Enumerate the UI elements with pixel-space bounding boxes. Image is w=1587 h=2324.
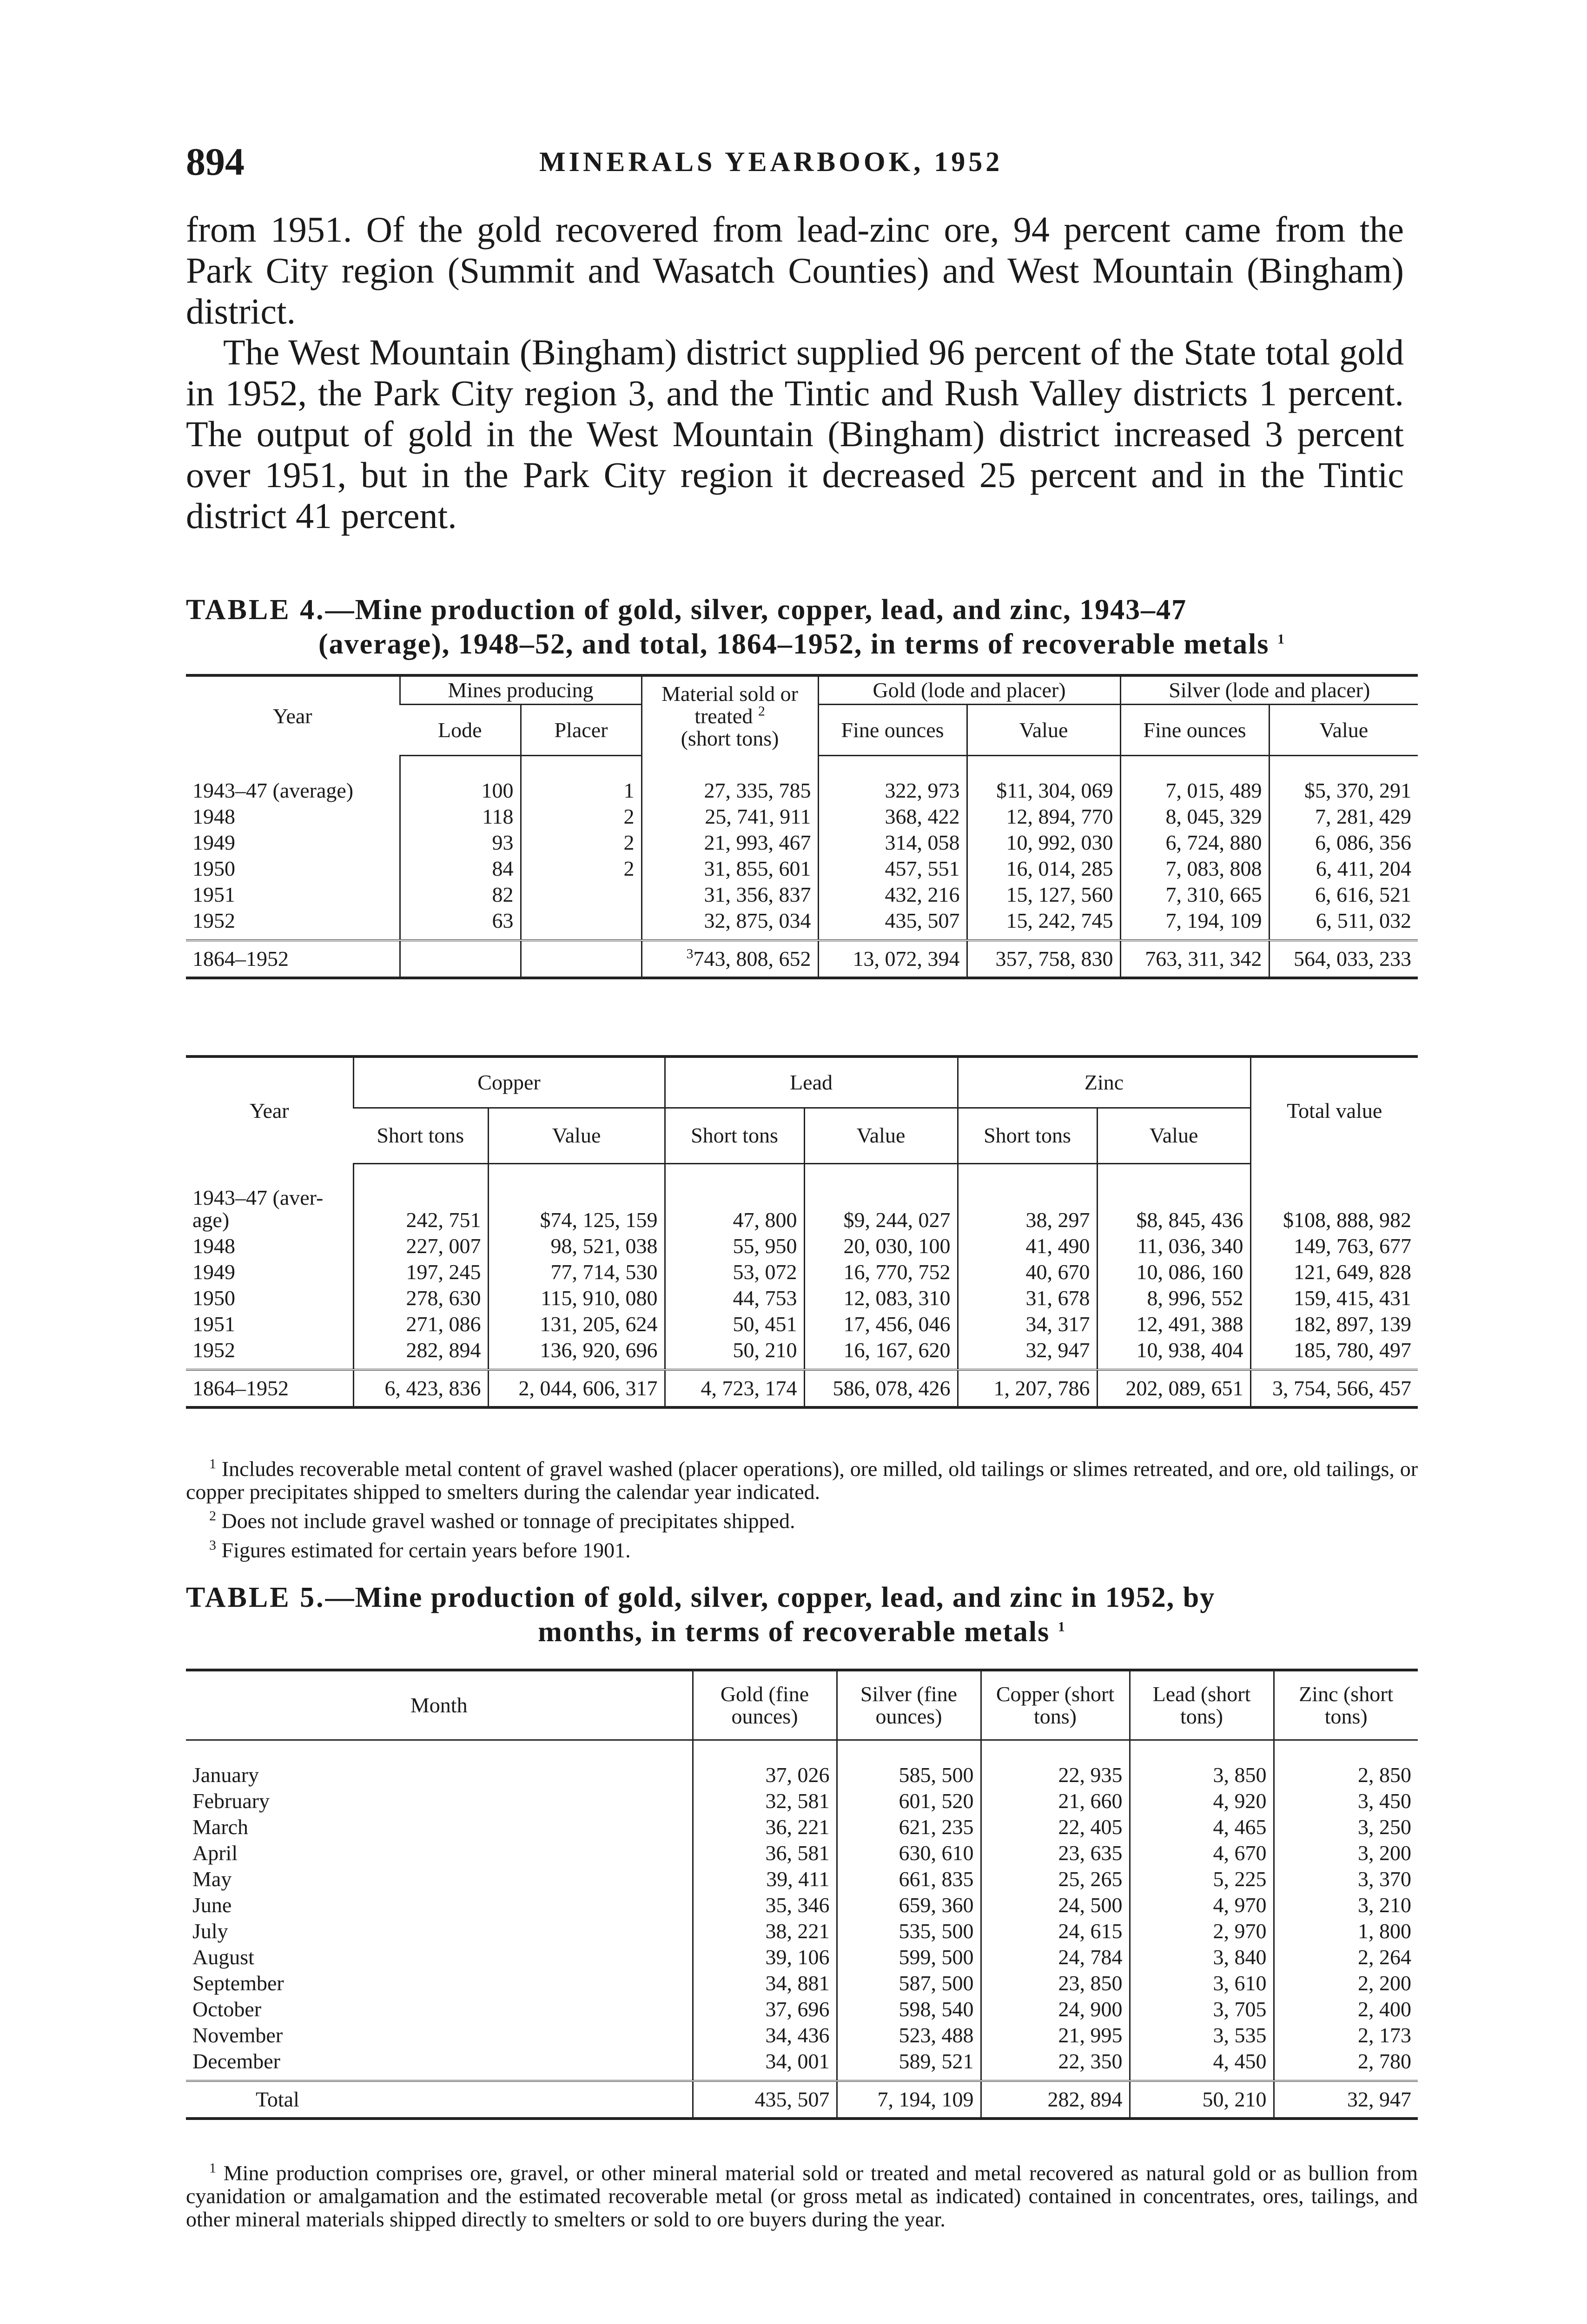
cell-gold: 34, 881: [693, 1970, 837, 1996]
table-row: [186, 830, 1418, 856]
table-row: [186, 1892, 1418, 1918]
cell-zinc: 2, 173: [1274, 2022, 1418, 2048]
cell-total-value: 121, 649, 828: [1250, 1259, 1418, 1285]
cell-material: 31, 356, 837: [641, 882, 818, 908]
cell-year: 1943–47 (aver- age): [192, 1186, 324, 1232]
cell-copper: 24, 784: [981, 1944, 1130, 1970]
table-row: [186, 1163, 1418, 1233]
footnote-text: Figures estimated for certain years before 1901.: [221, 1538, 631, 1562]
material-label: Material sold or treated: [661, 681, 798, 728]
col-year: Year: [186, 1056, 353, 1163]
cell-month: June: [192, 1893, 232, 1917]
running-head: MINERALS YEARBOOK, 1952: [539, 146, 1003, 177]
col-lead: Lead: [665, 1056, 958, 1108]
cell-lead: 3, 705: [1130, 1996, 1274, 2022]
cell-copper: 282, 894: [981, 2081, 1130, 2119]
cell-copper: 23, 635: [981, 1840, 1130, 1866]
table4-caption: [186, 593, 1418, 661]
col-lead: Lead (short tons): [1130, 1670, 1274, 1740]
cell-total-value: $108, 888, 982: [1250, 1163, 1418, 1233]
cell-zinc-value: 8, 996, 552: [1097, 1285, 1250, 1311]
cell-year: 1864–1952: [186, 940, 400, 978]
col-gold: Gold (fine ounces): [693, 1670, 837, 1740]
cell-silver-oz: 7, 083, 808: [1120, 856, 1269, 882]
table-total-row: [186, 1370, 1418, 1407]
footnote-text: Includes recoverable metal content of gravel washed (placer operations), ore milled, old tailings or slimes retreated, and ore, old tailings, or copper precipitates shipped to smelters during the calendar year indicated.: [186, 1457, 1418, 1504]
cell-silver-value: 6, 511, 032: [1269, 908, 1418, 940]
cell-lead-tons: 53, 072: [665, 1259, 804, 1285]
cell-silver-value: 6, 086, 356: [1269, 830, 1418, 856]
cell-gold-value: 10, 992, 030: [967, 830, 1120, 856]
cell-lead: 50, 210: [1130, 2081, 1274, 2119]
cell-zinc: 3, 450: [1274, 1788, 1418, 1814]
cell-lead-value: 16, 770, 752: [804, 1259, 958, 1285]
cell-total-value: 159, 415, 431: [1250, 1285, 1418, 1311]
table5-title-footnote-mark: 1: [1058, 1619, 1066, 1635]
cell-silver-value: $5, 370, 291: [1269, 756, 1418, 804]
footnote-mark: 2: [209, 1508, 216, 1524]
cell-gold-value: 15, 127, 560: [967, 882, 1120, 908]
cell-lode: 100: [400, 756, 521, 804]
table-row: [186, 1259, 1418, 1285]
cell-total-value: 182, 897, 139: [1250, 1311, 1418, 1337]
cell-gold-value: 357, 758, 830: [967, 940, 1120, 978]
cell-silver: 621, 235: [837, 1814, 981, 1840]
cell-gold-oz: 314, 058: [818, 830, 967, 856]
cell-zinc: 2, 780: [1274, 2048, 1418, 2081]
cell-silver: 630, 610: [837, 1840, 981, 1866]
cell-year: 1948: [192, 805, 235, 828]
col-zinc-value: Value: [1097, 1108, 1250, 1163]
cell-zinc: 3, 200: [1274, 1840, 1418, 1866]
cell-placer: 1: [521, 756, 641, 804]
cell-material: 31, 855, 601: [641, 856, 818, 882]
footnote-mark: 1: [209, 2160, 216, 2176]
cell-zinc-tons: 40, 670: [958, 1259, 1097, 1285]
cell-silver: 599, 500: [837, 1944, 981, 1970]
col-placer: Placer: [521, 705, 641, 756]
col-year: Year: [186, 675, 400, 756]
cell-copper-value: 115, 910, 080: [488, 1285, 665, 1311]
cell-lead: 4, 970: [1130, 1892, 1274, 1918]
cell-placer: 2: [521, 804, 641, 830]
cell-gold: 34, 001: [693, 2048, 837, 2081]
table-row: [186, 1337, 1418, 1370]
cell-lead: 4, 450: [1130, 2048, 1274, 2081]
cell-copper-value: $74, 125, 159: [488, 1163, 665, 1233]
table-total-row: [186, 2081, 1418, 2119]
cell-lead: 3, 840: [1130, 1944, 1274, 1970]
table5-footnote: [186, 2157, 1418, 2232]
cell-gold: 34, 436: [693, 2022, 837, 2048]
table-row: [186, 1233, 1418, 1259]
cell-silver: 598, 540: [837, 1996, 981, 2022]
cell-year: 1864–1952: [186, 1370, 353, 1407]
cell-gold-oz: 435, 507: [818, 908, 967, 940]
col-gold: Gold (lode and placer): [818, 675, 1120, 705]
cell-placer: 2: [521, 830, 641, 856]
cell-copper: 21, 660: [981, 1788, 1130, 1814]
cell-silver: 661, 835: [837, 1866, 981, 1892]
cell-zinc-tons: 41, 490: [958, 1233, 1097, 1259]
cell-lead: 5, 225: [1130, 1866, 1274, 1892]
material-unit: (short tons): [681, 726, 779, 750]
cell-copper-tons: 227, 007: [353, 1233, 488, 1259]
cell-copper-tons: 278, 630: [353, 1285, 488, 1311]
cell-lead-value: 16, 167, 620: [804, 1337, 958, 1370]
table5: [186, 1669, 1418, 2120]
col-gold-fine-ounces: Fine ounces: [818, 705, 967, 756]
cell-month: September: [192, 1971, 284, 1995]
cell-gold: 38, 221: [693, 1918, 837, 1944]
cell-copper: 22, 405: [981, 1814, 1130, 1840]
cell-gold-oz: 432, 216: [818, 882, 967, 908]
cell-gold: 39, 106: [693, 1944, 837, 1970]
cell-lode: 84: [400, 856, 521, 882]
cell-lode: 82: [400, 882, 521, 908]
page-number: 894: [186, 140, 245, 184]
cell-gold: 39, 411: [693, 1866, 837, 1892]
cell-lead-tons: 47, 800: [665, 1163, 804, 1233]
table-row: [186, 1740, 1418, 1788]
cell-zinc-value: 10, 086, 160: [1097, 1259, 1250, 1285]
col-total-value: Total value: [1250, 1056, 1418, 1163]
cell-lead-tons: 50, 210: [665, 1337, 804, 1370]
cell-month: October: [192, 1997, 262, 2021]
total-material: 743, 808, 652: [693, 947, 811, 971]
table4-title-line2: (average), 1948–52, and total, 1864–1952, in terms of recoverable metals: [318, 628, 1270, 660]
cell-month: January: [192, 1763, 259, 1787]
cell-month: Total: [186, 2081, 693, 2119]
footnote: [186, 1534, 1418, 1562]
cell-copper-value: 98, 521, 038: [488, 1233, 665, 1259]
cell-lead: 4, 670: [1130, 1840, 1274, 1866]
table5-title-line2: months, in terms of recoverable metals: [538, 1616, 1050, 1648]
cell-copper-tons: 271, 086: [353, 1311, 488, 1337]
col-copper-short-tons: Short tons: [353, 1108, 488, 1163]
cell-gold: 36, 581: [693, 1840, 837, 1866]
footnote-mark: 3: [209, 1537, 216, 1553]
table4-footnotes: [186, 1452, 1418, 1563]
cell-month: February: [192, 1789, 270, 1813]
table-row: [186, 908, 1418, 940]
cell-material: 25, 741, 911: [641, 804, 818, 830]
table-row: [186, 1840, 1418, 1866]
cell-copper: 24, 500: [981, 1892, 1130, 1918]
cell-gold: 435, 507: [693, 2081, 837, 2119]
cell-silver-oz: 8, 045, 329: [1120, 804, 1269, 830]
cell-copper-value: 2, 044, 606, 317: [488, 1370, 665, 1407]
cell-lead: 3, 610: [1130, 1970, 1274, 1996]
cell-month: July: [192, 1919, 228, 1943]
cell-silver-oz: 6, 724, 880: [1120, 830, 1269, 856]
footnote: [186, 1452, 1418, 1504]
cell-silver-value: 564, 033, 233: [1269, 940, 1418, 978]
cell-zinc-value: 10, 938, 404: [1097, 1337, 1250, 1370]
body-text: [186, 209, 1404, 536]
cell-silver: 535, 500: [837, 1918, 981, 1944]
table-row: [186, 1996, 1418, 2022]
cell-gold-value: $11, 304, 069: [967, 756, 1120, 804]
table5-caption: [186, 1580, 1418, 1649]
footnote: [186, 2157, 1418, 2231]
table5-title-line1: —Mine production of gold, silver, copper, lead, and zinc in 1952, by: [325, 1582, 1216, 1613]
table5-label: TABLE 5.: [186, 1582, 325, 1613]
col-lead-short-tons: Short tons: [665, 1108, 804, 1163]
cell-lead: 4, 465: [1130, 1814, 1274, 1840]
cell-silver-oz: 7, 194, 109: [1120, 908, 1269, 940]
col-silver-value: Value: [1269, 705, 1418, 756]
cell-zinc: 2, 400: [1274, 1996, 1418, 2022]
cell-material: 21, 993, 467: [641, 830, 818, 856]
cell-silver: 585, 500: [837, 1740, 981, 1788]
table-row: [186, 1970, 1418, 1996]
col-zinc: Zinc (short tons): [1274, 1670, 1418, 1740]
cell-lead-value: 20, 030, 100: [804, 1233, 958, 1259]
table-row: [186, 856, 1418, 882]
cell-lode: 63: [400, 908, 521, 940]
cell-lead: 3, 850: [1130, 1740, 1274, 1788]
footnote-mark: 3: [686, 946, 694, 962]
cell-total-value: 185, 780, 497: [1250, 1337, 1418, 1370]
cell-copper-tons: 6, 423, 836: [353, 1370, 488, 1407]
cell-zinc: 3, 250: [1274, 1814, 1418, 1840]
table-total-row: [186, 940, 1418, 978]
cell-copper-value: 136, 920, 696: [488, 1337, 665, 1370]
table-row: [186, 1918, 1418, 1944]
cell-zinc-value: $8, 845, 436: [1097, 1163, 1250, 1233]
cell-copper-value: 77, 714, 530: [488, 1259, 665, 1285]
cell-material: 32, 875, 034: [641, 908, 818, 940]
cell-year: 1950: [192, 1286, 235, 1310]
col-mines-producing: Mines producing: [400, 675, 641, 705]
cell-lode: 118: [400, 804, 521, 830]
cell-copper: 22, 935: [981, 1740, 1130, 1788]
table4-label: TABLE 4.: [186, 594, 325, 626]
col-lode: Lode: [400, 705, 521, 756]
cell-year: 1949: [192, 831, 235, 854]
cell-month: April: [192, 1841, 238, 1865]
table4-title-line1: —Mine production of gold, silver, copper, lead, and zinc, 1943–47: [325, 594, 1187, 626]
cell-silver: 659, 360: [837, 1892, 981, 1918]
cell-placer: [521, 908, 641, 940]
cell-copper: 24, 615: [981, 1918, 1130, 1944]
table-row: [186, 1788, 1418, 1814]
table-row: [186, 1944, 1418, 1970]
cell-placer: 2: [521, 856, 641, 882]
cell-year: 1952: [192, 909, 235, 932]
cell-gold-value: 15, 242, 745: [967, 908, 1120, 940]
cell-gold-oz: 13, 072, 394: [818, 940, 967, 978]
table-row: [186, 1866, 1418, 1892]
table-row: [186, 1311, 1418, 1337]
cell-zinc: 3, 370: [1274, 1866, 1418, 1892]
footnote-mark: 1: [209, 1456, 216, 1472]
cell-silver-oz: 763, 311, 342: [1120, 940, 1269, 978]
footnote-text: Mine production comprises ore, gravel, or other mineral material sold or treated and metal recovered as natural gold or as bullion from cyanidation or amalgamation and the estimated recoverable metal (or gross metal as indicated) contained in concentrates, ores, tailings, and other mineral materials shipped directly to smelters or sold to ore buyers during the year.: [186, 2161, 1418, 2232]
cell-lead-tons: 50, 451: [665, 1311, 804, 1337]
cell-lead-tons: 44, 753: [665, 1285, 804, 1311]
cell-gold-value: 12, 894, 770: [967, 804, 1120, 830]
cell-zinc: 3, 210: [1274, 1892, 1418, 1918]
cell-gold: 37, 696: [693, 1996, 837, 2022]
cell-year: 1950: [192, 857, 235, 880]
material-footnote-mark: 2: [758, 703, 765, 719]
col-month: Month: [186, 1670, 693, 1740]
footnote-text: Does not include gravel washed or tonnage of precipitates shipped.: [221, 1509, 795, 1533]
cell-zinc-value: 12, 491, 388: [1097, 1311, 1250, 1337]
cell-year: 1951: [192, 1312, 235, 1336]
table-row: [186, 2048, 1418, 2081]
cell-copper-tons: 197, 245: [353, 1259, 488, 1285]
cell-lead: 4, 920: [1130, 1788, 1274, 1814]
cell-gold: 32, 581: [693, 1788, 837, 1814]
cell-lead-tons: 4, 723, 174: [665, 1370, 804, 1407]
table4-part1: [186, 674, 1418, 979]
table-row: [186, 804, 1418, 830]
cell-zinc-tons: 32, 947: [958, 1337, 1097, 1370]
col-zinc: Zinc: [958, 1056, 1250, 1108]
col-silver: Silver (fine ounces): [837, 1670, 981, 1740]
cell-gold-oz: 368, 422: [818, 804, 967, 830]
cell-zinc-value: 202, 089, 651: [1097, 1370, 1250, 1407]
paragraph: from 1951. Of the gold recovered from lead-zinc ore, 94 percent came from the Park City region (Summit and Wasatch Counties) and West Mountain (Bingham) district.: [186, 209, 1404, 331]
cell-lead: 3, 535: [1130, 2022, 1274, 2048]
col-copper: Copper: [353, 1056, 665, 1108]
cell-total-value: 3, 754, 566, 457: [1250, 1370, 1418, 1407]
cell-zinc: 1, 800: [1274, 1918, 1418, 1944]
table4-part2: [186, 1055, 1418, 1409]
footnote: [186, 1505, 1418, 1532]
cell-silver-oz: 7, 310, 665: [1120, 882, 1269, 908]
cell-zinc-tons: 34, 317: [958, 1311, 1097, 1337]
cell-month: December: [192, 2049, 280, 2073]
cell-copper: 25, 265: [981, 1866, 1130, 1892]
cell-material: [641, 940, 818, 978]
cell-gold-oz: 322, 973: [818, 756, 967, 804]
col-lead-value: Value: [804, 1108, 958, 1163]
cell-copper: 24, 900: [981, 1996, 1130, 2022]
cell-lead: 2, 970: [1130, 1918, 1274, 1944]
cell-lode: [400, 940, 521, 978]
cell-silver-value: 6, 616, 521: [1269, 882, 1418, 908]
cell-gold-value: 16, 014, 285: [967, 856, 1120, 882]
page-header: [186, 139, 1422, 191]
col-material: [641, 675, 818, 756]
cell-total-value: 149, 763, 677: [1250, 1233, 1418, 1259]
cell-silver: 7, 194, 109: [837, 2081, 981, 2119]
col-silver-fine-ounces: Fine ounces: [1120, 705, 1269, 756]
cell-zinc: 2, 850: [1274, 1740, 1418, 1788]
cell-year: 1943–47 (average): [192, 779, 354, 802]
cell-zinc: 2, 264: [1274, 1944, 1418, 1970]
cell-year: 1948: [192, 1234, 235, 1258]
table-row: [186, 2022, 1418, 2048]
cell-month: August: [192, 1945, 254, 1969]
table-row: [186, 1814, 1418, 1840]
cell-zinc-tons: 38, 297: [958, 1163, 1097, 1233]
cell-year: 1949: [192, 1260, 235, 1284]
cell-silver-oz: 7, 015, 489: [1120, 756, 1269, 804]
cell-year: 1952: [192, 1338, 235, 1362]
cell-zinc-tons: 1, 207, 786: [958, 1370, 1097, 1407]
table4-title-footnote-mark: 1: [1277, 631, 1285, 647]
cell-lead-value: 12, 083, 310: [804, 1285, 958, 1311]
cell-lead-tons: 55, 950: [665, 1233, 804, 1259]
cell-gold: 36, 221: [693, 1814, 837, 1840]
cell-silver-value: 7, 281, 429: [1269, 804, 1418, 830]
cell-zinc-value: 11, 036, 340: [1097, 1233, 1250, 1259]
cell-silver: 601, 520: [837, 1788, 981, 1814]
cell-copper: 21, 995: [981, 2022, 1130, 2048]
cell-copper-tons: 242, 751: [353, 1163, 488, 1233]
cell-zinc-tons: 31, 678: [958, 1285, 1097, 1311]
table-row: [186, 882, 1418, 908]
cell-lead-value: $9, 244, 027: [804, 1163, 958, 1233]
cell-copper: 22, 350: [981, 2048, 1130, 2081]
table-row: [186, 756, 1418, 804]
cell-lode: 93: [400, 830, 521, 856]
cell-year: 1951: [192, 883, 235, 906]
cell-silver-value: 6, 411, 204: [1269, 856, 1418, 882]
cell-zinc: 2, 200: [1274, 1970, 1418, 1996]
cell-copper-tons: 282, 894: [353, 1337, 488, 1370]
cell-gold: 35, 346: [693, 1892, 837, 1918]
cell-month: May: [192, 1867, 232, 1891]
cell-zinc: 32, 947: [1274, 2081, 1418, 2119]
cell-material: 27, 335, 785: [641, 756, 818, 804]
cell-gold-oz: 457, 551: [818, 856, 967, 882]
col-silver: Silver (lode and placer): [1120, 675, 1418, 705]
cell-silver: 587, 500: [837, 1970, 981, 1996]
cell-silver: 523, 488: [837, 2022, 981, 2048]
col-gold-value: Value: [967, 705, 1120, 756]
cell-placer: [521, 882, 641, 908]
cell-silver: 589, 521: [837, 2048, 981, 2081]
cell-copper: 23, 850: [981, 1970, 1130, 1996]
cell-lead-value: 17, 456, 046: [804, 1311, 958, 1337]
paragraph: The West Mountain (Bingham) district supplied 96 percent of the State total gold in 1952, the Park City region 3, and the Tintic and Rush Valley districts 1 percent. The output of gold in the West Mountain (Bingham) district increased 3 percent over 1951, but in the Park City region it decreased 25 percent and in the Tintic district 41 percent.: [186, 332, 1404, 536]
cell-month: March: [192, 1815, 249, 1839]
col-copper: Copper (short tons): [981, 1670, 1130, 1740]
cell-copper-value: 131, 205, 624: [488, 1311, 665, 1337]
cell-placer: [521, 940, 641, 978]
cell-month: November: [192, 2023, 283, 2047]
cell-gold: 37, 026: [693, 1740, 837, 1788]
cell-lead-value: 586, 078, 426: [804, 1370, 958, 1407]
col-zinc-short-tons: Short tons: [958, 1108, 1097, 1163]
table-row: [186, 1285, 1418, 1311]
col-copper-value: Value: [488, 1108, 665, 1163]
